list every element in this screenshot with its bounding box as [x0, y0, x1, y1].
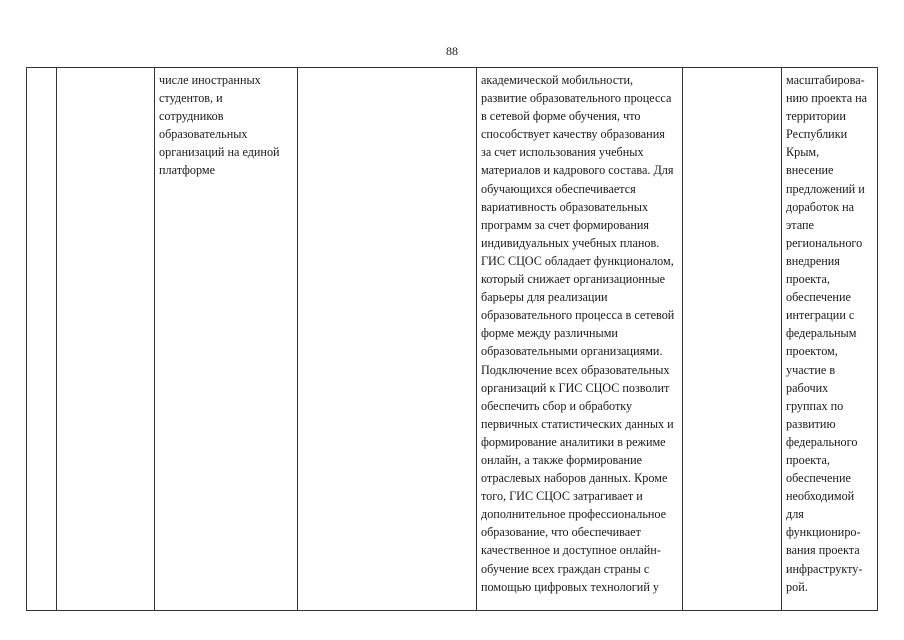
cell-text-line: вания проекта [786, 543, 860, 558]
cell-text-line: регионального [786, 235, 863, 250]
cell-text-line: развитие образовательного процесса [481, 91, 672, 106]
cell-text-line: образование, что обеспечивает [481, 525, 641, 540]
page-number: 88 [446, 44, 458, 58]
cell-text-line: предложений и [786, 181, 865, 196]
cell-text-line: функциониро- [786, 525, 861, 540]
cell-text-line: образовательными организациями. [481, 344, 663, 359]
cell-text-line: обучение всех граждан страны с [481, 561, 650, 576]
cell-text-line: программ за счет формирования [481, 217, 650, 232]
cell-text-line: Подключение всех образовательных [481, 362, 670, 377]
cell-text-line: за счет использования учебных [481, 145, 644, 160]
cell-text-line: обучающихся обеспечивается [481, 181, 636, 196]
cell-text-line: качественное и доступное онлайн- [481, 543, 661, 558]
cell-text-line: группах по [786, 398, 844, 413]
cell-text-line: того, ГИС СЦОС затрагивает и [481, 489, 643, 504]
cell-text-line: материалов и кадрового состава. Для [481, 163, 674, 178]
cell-text-line: академической мобильности, [481, 73, 634, 87]
cell-text-line: онлайн, а также формирование [481, 452, 643, 467]
cell-text-line: формирование аналитики в режиме [481, 434, 666, 449]
cell-text-line: сотрудников [159, 109, 224, 124]
cell-text-line: образовательных [159, 127, 248, 142]
cell-text-line: платформе [159, 163, 216, 178]
cell-text-line: для [786, 507, 804, 522]
cell-text-line: федерального [786, 434, 858, 449]
cell-text-line: обеспечение [786, 290, 851, 305]
cell-text-line: проекта, [786, 272, 830, 287]
cell-text-line: территории [786, 109, 846, 124]
table-cell-column-3 [159, 71, 280, 180]
cell-text-line: который снижает организационные [481, 272, 666, 287]
cell-text-line: внедрения [786, 253, 840, 268]
cell-text-line: способствует качеству образования [481, 127, 665, 142]
column-divider [476, 68, 477, 610]
cell-text-line: федеральным [786, 326, 857, 341]
cell-text-line: дополнительное профессиональное [481, 507, 667, 522]
cell-text-line: отраслевых наборов данных. Кроме [481, 471, 668, 486]
cell-text-line: организаций на единой [159, 145, 280, 160]
cell-text-line: студентов, и [159, 91, 223, 106]
cell-text-line: проектом, [786, 344, 838, 359]
cell-text-line: рабочих [786, 380, 829, 395]
cell-text-line: в сетевой форме обучения, что [481, 109, 641, 124]
column-divider [781, 68, 782, 610]
cell-text-line: помощью цифровых технологий у [481, 579, 659, 594]
cell-text-line: первичных статистических данных и [481, 416, 674, 431]
cell-text-line: ГИС СЦОС обладает функционалом, [481, 253, 674, 268]
column-divider [297, 68, 298, 610]
column-divider [682, 68, 683, 610]
table-cell-column-7 [786, 71, 867, 596]
cell-text-line: участие в [786, 362, 836, 377]
cell-text-line: обеспечение [786, 471, 851, 486]
cell-text-line: масштабирова- [786, 73, 865, 87]
cell-text-line: индивидуальных учебных планов. [481, 235, 660, 250]
cell-text-line: барьеры для реализации [481, 290, 608, 305]
cell-text-line: этапе [786, 217, 814, 232]
cell-text-line: инфраструкту- [786, 561, 863, 576]
cell-text-line: вариативность образовательных [481, 199, 649, 214]
cell-text-line: развитию [786, 416, 836, 431]
cell-text-line: числе иностранных [159, 73, 261, 87]
cell-text-line: интеграции с [786, 308, 855, 323]
cell-text-line: доработок на [786, 199, 855, 214]
cell-text-line: проекта, [786, 452, 830, 467]
cell-text-line: рой. [786, 579, 808, 594]
column-divider [56, 68, 57, 610]
cell-text-line: Крым, [786, 145, 820, 160]
cell-text-line: форме между различными [481, 326, 618, 341]
cell-text-line: нию проекта на [786, 91, 868, 106]
cell-text-line: Республики [786, 127, 848, 142]
cell-text-line: необходимой [786, 489, 855, 504]
cell-text-line: образовательного процесса в сетевой [481, 308, 675, 323]
column-divider [154, 68, 155, 610]
cell-text-line: внесение [786, 163, 834, 178]
cell-text-line: организаций к ГИС СЦОС позволит [481, 380, 670, 395]
document-table [26, 67, 878, 611]
table-cell-column-5 [481, 71, 674, 596]
cell-text-line: обеспечить сбор и обработку [481, 398, 633, 413]
